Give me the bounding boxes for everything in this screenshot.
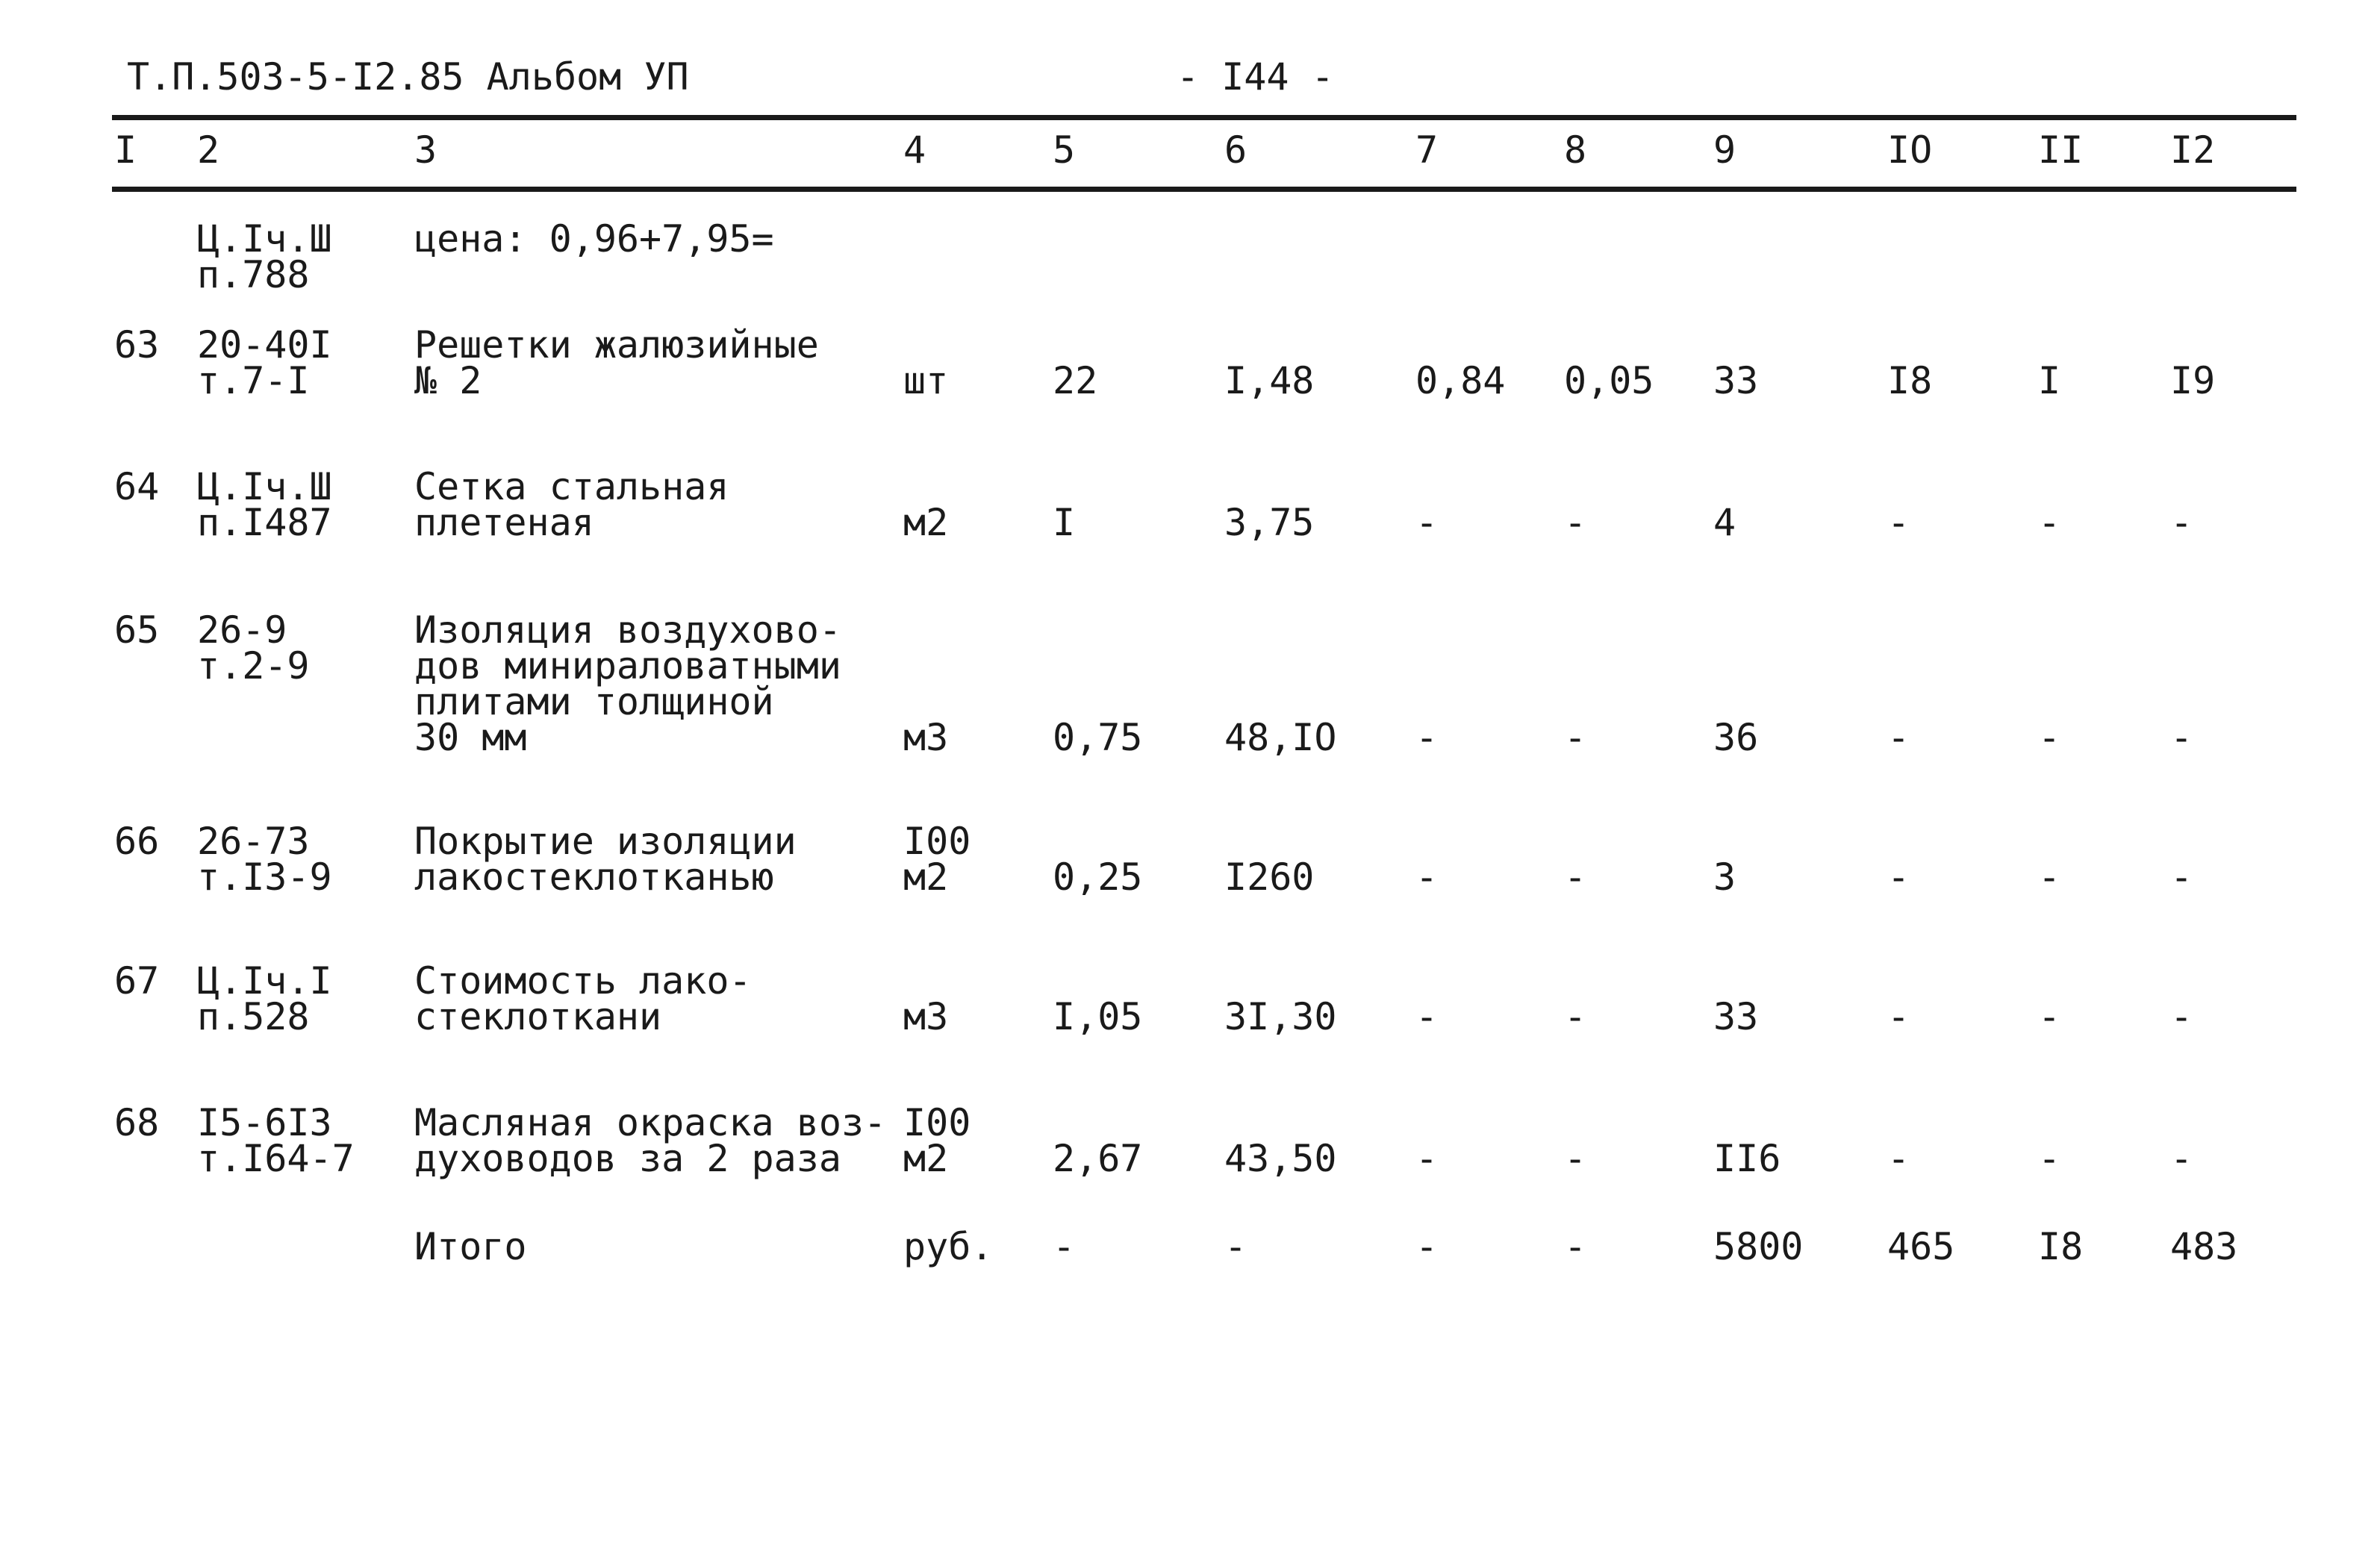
table-cell-name: Покрытие изоляции лакостеклотканью [414, 820, 797, 899]
table-cell-c9: 33 [1713, 359, 1759, 402]
table-cell-c8: 0,05 [1564, 359, 1654, 402]
table-cell-name: Сетка стальная плетеная [414, 465, 729, 544]
column-header: 4 [903, 128, 926, 172]
table-cell-c7: - [1415, 716, 1439, 759]
table-cell-c12: - [2170, 716, 2193, 759]
table-cell-unit: м3 [903, 716, 949, 759]
column-header: 7 [1415, 128, 1439, 172]
table-cell-c12: 483 [2170, 1225, 2238, 1268]
table-cell-c9: 33 [1713, 995, 1759, 1038]
table-cell-c8: - [1564, 1137, 1587, 1180]
table-cell-c5: 0,75 [1053, 716, 1143, 759]
table-header-rule [112, 187, 2296, 192]
table-cell-num: 64 [114, 465, 160, 508]
column-header: 2 [197, 128, 220, 172]
table-cell-num: 68 [114, 1101, 160, 1144]
table-cell-unit: I00 м2 [903, 820, 971, 899]
table-cell-c6: 43,50 [1224, 1137, 1337, 1180]
table-cell-c5: 2,67 [1053, 1137, 1143, 1180]
table-cell-name: Масляная окраска воз- духоводов за 2 раза [414, 1101, 887, 1180]
table-cell-code: Ц.Iч.Ш п.788 [197, 217, 332, 296]
table-cell-c11: - [2038, 1137, 2061, 1180]
table-cell-c8: - [1564, 501, 1587, 544]
table-cell-code: 26-9 т.2-9 [197, 608, 310, 688]
table-cell-c6: 3I,30 [1224, 995, 1337, 1038]
table-cell-c7: 0,84 [1415, 359, 1506, 402]
table-cell-c6: 48,IO [1224, 716, 1337, 759]
table-cell-c10: 465 [1887, 1225, 1955, 1268]
table-cell-c10: - [1887, 501, 1910, 544]
table-cell-c10: - [1887, 1137, 1910, 1180]
table-cell-c6: 3,75 [1224, 501, 1315, 544]
table-cell-c11: I8 [2038, 1225, 2084, 1268]
table-cell-unit: руб. [903, 1225, 994, 1268]
table-cell-c9: 36 [1713, 716, 1759, 759]
column-header: I2 [2170, 128, 2216, 172]
page-number: - I44 - [1177, 55, 1334, 99]
table-cell-c7: - [1415, 501, 1439, 544]
column-header: IO [1887, 128, 1933, 172]
table-cell-name: Стоимость лако- стеклоткани [414, 959, 752, 1038]
column-header: 8 [1564, 128, 1587, 172]
table-cell-c12: - [2170, 855, 2193, 899]
table-cell-unit: I00 м2 [903, 1101, 971, 1180]
table-cell-c6: I,48 [1224, 359, 1315, 402]
column-header: 6 [1224, 128, 1247, 172]
document-reference: Т.П.503-5-I2.85 Альбом УП [127, 55, 689, 99]
table-cell-c10: I8 [1887, 359, 1933, 402]
table-cell-c11: - [2038, 995, 2061, 1038]
table-cell-c10: - [1887, 995, 1910, 1038]
table-cell-name: Изоляция воздухово- дов минираловатными плитами толщиной 30 мм [414, 608, 841, 759]
table-cell-name: Итого [414, 1225, 527, 1268]
table-cell-c5: I,05 [1053, 995, 1143, 1038]
table-cell-c9: 4 [1713, 501, 1736, 544]
table-cell-c5: 0,25 [1053, 855, 1143, 899]
table-cell-c7: - [1415, 995, 1439, 1038]
table-cell-c11: I [2038, 359, 2061, 402]
table-cell-c8: - [1564, 1225, 1587, 1268]
table-cell-c12: - [2170, 995, 2193, 1038]
table-cell-c8: - [1564, 855, 1587, 899]
table-cell-c7: - [1415, 1225, 1439, 1268]
table-cell-c8: - [1564, 716, 1587, 759]
table-cell-c12: - [2170, 501, 2193, 544]
table-cell-code: 26-73 т.I3-9 [197, 820, 332, 899]
table-cell-num: 63 [114, 323, 160, 367]
table-cell-c5: - [1053, 1225, 1076, 1268]
column-header: I [114, 128, 137, 172]
table-cell-c9: 5800 [1713, 1225, 1804, 1268]
table-cell-c7: - [1415, 855, 1439, 899]
table-cell-name: Решетки жалюзийные № 2 [414, 323, 819, 402]
table-cell-c6: I260 [1224, 855, 1315, 899]
table-cell-c12: - [2170, 1137, 2193, 1180]
table-cell-c11: - [2038, 716, 2061, 759]
column-header: 9 [1713, 128, 1736, 172]
table-cell-c10: - [1887, 716, 1910, 759]
table-cell-c9: II6 [1713, 1137, 1781, 1180]
table-cell-unit: м2 [903, 501, 949, 544]
table-top-rule [112, 115, 2296, 120]
column-header: 3 [414, 128, 437, 172]
table-cell-c9: 3 [1713, 855, 1736, 899]
table-cell-unit: шт [903, 359, 949, 402]
table-cell-c6: - [1224, 1225, 1247, 1268]
table-cell-name: цена: 0,96+7,95= [414, 217, 774, 261]
table-cell-c7: - [1415, 1137, 1439, 1180]
table-cell-c5: 22 [1053, 359, 1098, 402]
table-cell-c8: - [1564, 995, 1587, 1038]
table-cell-code: Ц.Iч.I п.528 [197, 959, 332, 1038]
column-header: 5 [1053, 128, 1076, 172]
table-cell-code: I5-6I3 т.I64-7 [197, 1101, 355, 1180]
table-cell-code: 20-40I т.7-I [197, 323, 332, 402]
table-cell-c11: - [2038, 501, 2061, 544]
table-cell-c10: - [1887, 855, 1910, 899]
table-cell-num: 66 [114, 820, 160, 863]
table-cell-num: 67 [114, 959, 160, 1003]
table-cell-c11: - [2038, 855, 2061, 899]
table-cell-c12: I9 [2170, 359, 2216, 402]
table-cell-c5: I [1053, 501, 1076, 544]
column-header: II [2038, 128, 2084, 172]
table-cell-unit: м3 [903, 995, 949, 1038]
table-cell-code: Ц.Iч.Ш п.I487 [197, 465, 332, 544]
table-cell-num: 65 [114, 608, 160, 652]
